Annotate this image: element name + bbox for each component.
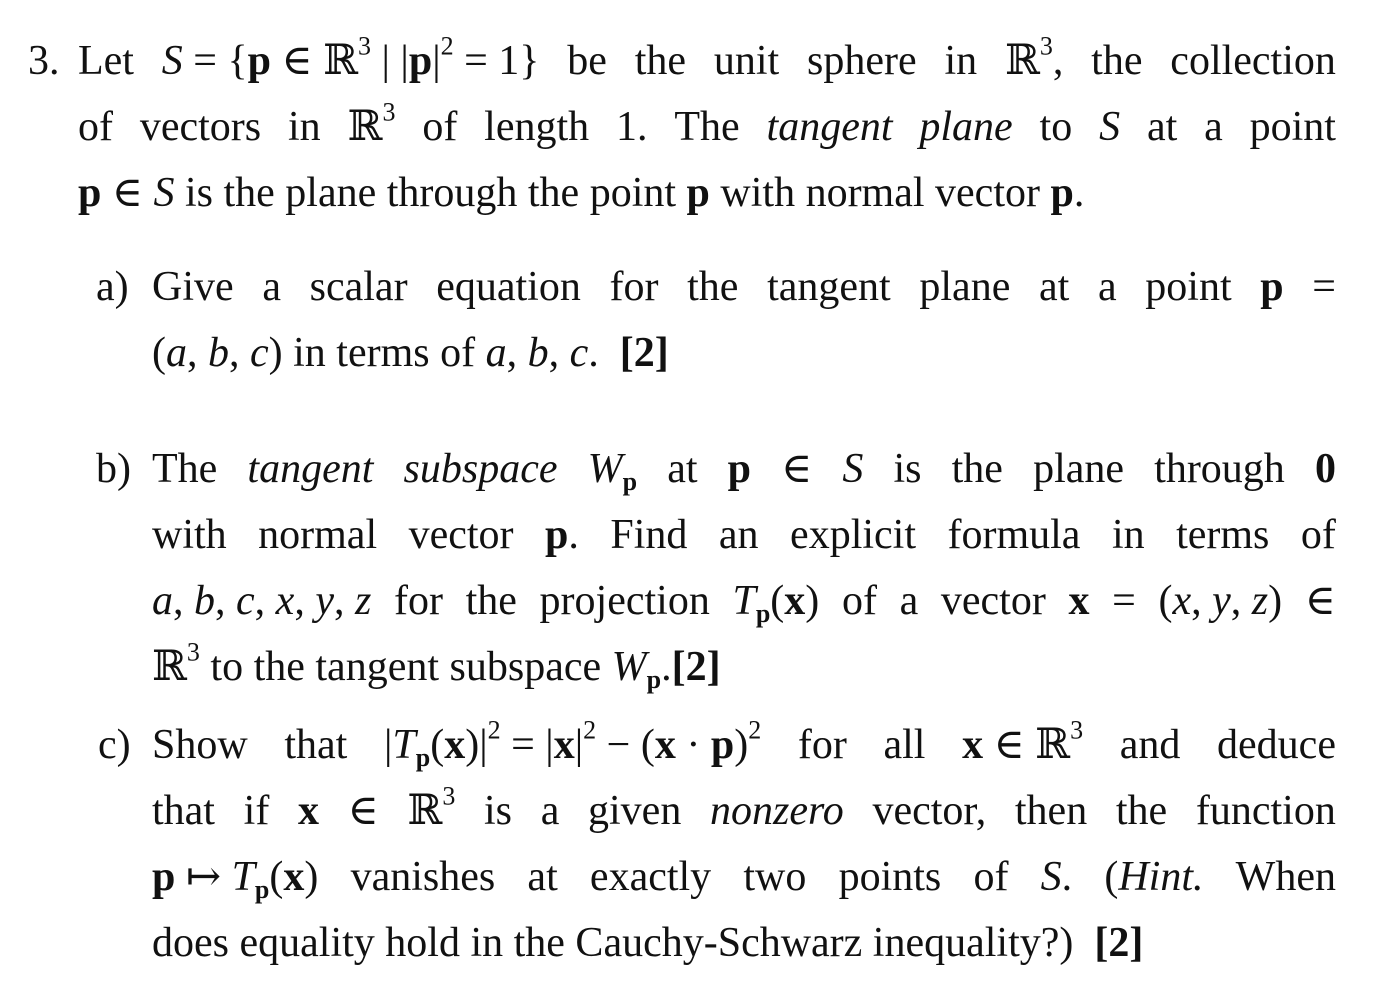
- intro-line-2: of vectors in ℝ$^3$ of length 1. The tangent plane to S at a point: [78, 97, 1336, 150]
- part-a-label: a): [96, 264, 129, 310]
- part-c-line-3: p ↦ $T_p(x)$ vanishes at exactly two points of S. (Hint. When: [152, 854, 1336, 904]
- part-c-label: c): [98, 722, 131, 768]
- part-c-line-2: that if x ∈ ℝ$^3$ is a given nonzero vector, then the function: [152, 781, 1336, 834]
- part-b-label: b): [96, 446, 131, 492]
- part-b-line-4: ℝ$^3$ to the tangent subspace $W_p.[2]$: [152, 637, 721, 694]
- problem-number: 3.: [28, 38, 60, 84]
- part-b-line-3: a, b, c, x, y, z for the projection $T_p(x)$ of a vector x = (x, y, z) ∈: [152, 578, 1336, 628]
- intro-line-3: p ∈ S is the plane through the point p with normal vector p.: [78, 170, 1085, 216]
- part-a-line-1: Give a scalar equation for the tangent plane at a point p =: [152, 264, 1336, 310]
- part-c-line-1: Show that $|T_p(x)|^2 = |x|^2 - (x \cdot p)^2$ for all x ∈ ℝ$^3$ and deduce: [152, 715, 1336, 772]
- part-c-line-4: does equality hold in the Cauchy-Schwarz inequality?) [2]: [152, 920, 1144, 966]
- intro-line-1: Let S = {p ∈ ℝ$^3$ | $|p|^2 = 1$} be the unit sphere in ℝ$^3$, the collection: [78, 31, 1336, 84]
- part-a-line-2: (a, b, c) in terms of a, b, c. [2]: [152, 330, 669, 376]
- part-b-line-1: The tangent subspace $W_p$ at p ∈ S is the plane through 0: [152, 446, 1336, 496]
- part-b-line-2: with normal vector p. Find an explicit formula in terms of: [152, 512, 1336, 558]
